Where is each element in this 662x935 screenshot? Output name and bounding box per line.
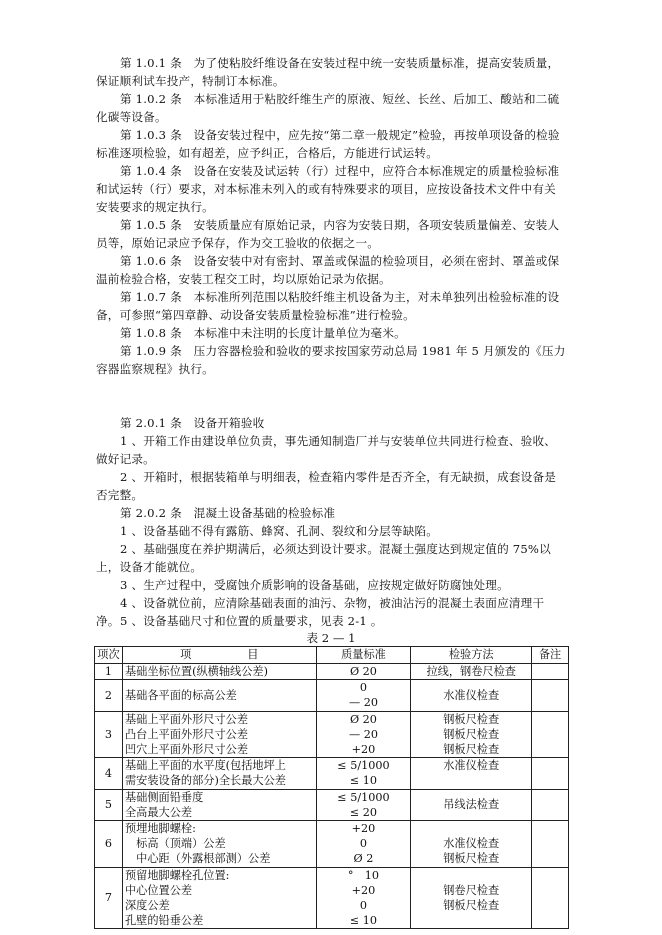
cell-item [122,680,316,711]
clause-1-0-2: 第 1.0.2 条 本标准适用于粘胶纤维生产的原液、短丝、长丝、后加工、酸站和二硫化碳等设备。 [96,92,560,124]
quality-table [94,646,569,929]
cell-note-line [534,797,566,812]
cell-method-line: 水准仪检查 [443,837,500,851]
cell-method [411,758,532,789]
cell-no [95,867,123,929]
cell-standard [316,664,411,680]
cell-no [95,821,123,868]
cell-standard-line: 0 [359,837,367,851]
cell-item [122,711,316,758]
cell-standard [316,680,411,711]
cell-no-line: 3 [104,727,113,741]
cell-method [411,664,532,680]
cell-no [95,789,123,820]
cell-standard-line: +20 [351,822,376,836]
clause-2-0-2-item-4: 4 、设备就位前，应清除基础表面的油污、杂物，被油沾污的混凝土表面应清理干净。 [96,596,545,628]
cell-no [95,664,123,680]
header-note: 备注 [532,647,569,664]
header-method: 检验方法 [411,647,532,664]
cell-note-line [534,664,566,679]
cell-method-line: 钢卷尺检查 [443,883,500,897]
cell-method-line: 钢板尺检查 [443,727,500,741]
cell-no-line: 5 [104,798,113,812]
cell-item [122,789,316,820]
cell-item-line: 基础上平面的水平度(包括地坪上 [124,759,286,773]
cell-standard-line: ≤ 5/1000 [337,759,390,773]
cell-item-line: 凸台上平面外形尺寸公差 [124,727,249,741]
cell-item [122,821,316,868]
cell-standard-line: — 20 [348,696,378,710]
cell-item [122,758,316,789]
table-row [95,711,569,758]
cell-method-line [413,773,529,788]
cell-no-line: 7 [104,891,113,905]
cell-item-line: 基础坐标位置(纵横轴线公差) [124,665,268,678]
cell-item [122,664,316,680]
cell-no [95,711,123,758]
table-row [95,664,569,680]
cell-note [532,867,569,929]
clause-2-0-1-title: 第 2.0.1 条 设备开箱验收 [120,416,265,430]
cell-standard-line: Ø 20 [349,665,377,678]
cell-item-line: 基础上平面外形尺寸公差 [124,712,249,726]
header-item: 项 目 [122,647,316,664]
cell-note-line [534,766,566,781]
cell-standard-line: ≤ 5/1000 [337,790,390,804]
cell-item-line: 中心位置公差 [124,883,193,897]
cell-method [411,821,532,868]
cell-item-line: 标高（顶端）公差 [124,837,226,851]
cell-item-line: 深度公差 [124,899,170,913]
clause-1-0-3: 第 1.0.3 条 设备安装过程中，应先按“第二章一般规定”检验，再按单项设备的检验标准逐项检验，如有超差，应予纠正，合格后，方能进行试运转。 [96,128,560,160]
cell-item-line: 预埋地脚螺栓: [124,822,196,836]
cell-standard-line: Ø 2 [353,852,374,866]
cell-item-line: 全高最大公差 [124,805,193,819]
cell-no-line: 2 [104,688,113,702]
cell-standard-line: 0 [359,681,367,695]
cell-item-line: 预留地脚螺栓孔位置: [124,868,230,882]
cell-no [95,680,123,711]
cell-method-line: 钢板尺检查 [443,712,500,726]
cell-note [532,758,569,789]
cell-method-line: 钢板尺检查 [443,899,500,913]
table-row [95,758,569,789]
cell-standard-line: — 20 [348,727,378,741]
clause-1-0-1: 第 1.0.1 条 为了使粘胶纤维设备在安装过程中统一安装质量标准，提高安装质量，保证顺利试车投产，特制订本标准。 [96,56,560,88]
cell-standard-line: +20 [351,883,376,897]
clause-2-0-2-item-2: 2 、基础强度在养护期满后，必须达到设计要求。混凝土强度达到规定值的 75%以上，设备才能就位。 [96,542,551,574]
cell-note [532,680,569,711]
cell-method-line: 拉线，钢卷尺检查 [426,665,516,678]
table-caption: 表 2 — 1 [306,631,356,645]
cell-method [411,867,532,929]
cell-note [532,821,569,868]
cell-no-line: 4 [104,766,113,780]
clause-2-0-1-item-1: 1 、开箱工作由建设单位负责，事先通知制造厂并与安装单位共同进行检查、验收、做好记录。 [96,434,557,466]
cell-standard-line: ≤ 10 [349,774,378,788]
cell-note-line [534,890,566,905]
cell-standard-line: ≤ 20 [349,805,378,819]
cell-standard-line: ≤ 10 [349,914,378,928]
cell-standard [316,789,411,820]
cell-standard [316,867,411,929]
cell-item-line: 基础各平面的标高公差 [124,688,237,702]
cell-item-line: 中心距（外露根部测）公差 [124,852,271,866]
clause-2-0-1-item-2: 2 、开箱时，根据装箱单与明细表，检查箱内零件是否齐全，有无缺损，成套设备是否完整。 [96,470,557,502]
table-row [95,789,569,820]
cell-standard-line: ° 10 [347,868,379,882]
clause-1-0-8: 第 1.0.8 条 本标准中未注明的长度计量单位为毫米。 [120,326,406,340]
cell-no [95,758,123,789]
cell-standard [316,821,411,868]
cell-item [122,867,316,929]
cell-method-line: 水准仪检查 [443,759,500,773]
cell-item-line: 需安装设备的部分)全长最大公差 [124,774,286,788]
cell-method [411,789,532,820]
cell-standard-line: 0 [359,899,367,913]
cell-item-line: 基础侧面铅垂度 [124,790,204,804]
cell-method-line: 水准仪检查 [443,688,500,702]
clause-1-0-4: 第 1.0.4 条 设备在安装及试运转（行）过程中，应符合本标准规定的质量检验标准和试运转（行）要求，对本标准未列入的或有特殊要求的项目，应按设备技术文件中有关安装要求的规定执行。 [96,164,560,214]
cell-standard [316,711,411,758]
clause-1-0-6: 第 1.0.6 条 设备安装中对有密封、罩盖或保温的检验项目，必须在密封、罩盖或保温前检验合格，安装工程交工时，均以原始记录为依据。 [96,254,560,286]
header-standard: 质量标准 [316,647,411,664]
cell-method-line: 吊线法检查 [443,798,500,812]
cell-no-line: 6 [104,837,113,851]
cell-method-line [413,868,529,883]
clause-2-0-2-title: 第 2.0.2 条 混凝土设备基础的检验标准 [120,506,336,520]
cell-note-line [534,727,566,742]
cell-method-line [413,821,529,836]
cell-no-line: 1 [104,665,113,678]
cell-method [411,680,532,711]
clause-2-0-2-item-1: 1 、设备基础不得有露筋、蜂窝、孔洞、裂纹和分层等缺陷。 [120,524,439,538]
clause-1-0-9: 第 1.0.9 条 压力容器检验和验收的要求按国家劳动总局 1981 年 5 月颁发的《压力容器监察规程》执行。 [96,344,566,376]
cell-method [411,711,532,758]
cell-method-line: 钢板尺检查 [443,743,500,757]
cell-method-line [413,913,529,928]
cell-standard-line: Ø 20 [349,712,377,726]
cell-note-line [534,688,566,703]
cell-note [532,789,569,820]
cell-item-line: 孔壁的铅垂公差 [124,914,204,928]
cell-note [532,664,569,680]
clause-2-0-2-item-3: 3 、生产过程中，受腐蚀介质影响的设备基础，应按规定做好防腐蚀处理。 [120,578,509,592]
table-row [95,680,569,711]
clause-2-0-2-item-5: 5 、设备基础尺寸和位置的质量要求，见表 2-1 。 [120,614,383,628]
cell-item-line: 凹穴上平面外形尺寸公差 [124,743,249,757]
cell-standard [316,758,411,789]
cell-note [532,711,569,758]
cell-note-line [534,836,566,851]
clause-1-0-5: 第 1.0.5 条 安装质量应有原始记录，内容为安装日期，各项安装质量偏差、安装人员等，原始记录应予保存，作为交工验收的依据之一。 [96,218,560,250]
clause-1-0-7: 第 1.0.7 条 本标准所列范围以粘胶纤维主机设备为主，对未单独列出检验标准的设备，可参照“第四章静、动设备安装质量检验标准”进行检验。 [96,290,560,322]
table-row [95,821,569,868]
table-row [95,867,569,929]
table-header-row [95,647,569,664]
header-no: 项次 [95,647,123,664]
cell-standard-line: +20 [351,743,376,757]
cell-method-line: 钢板尺检查 [443,852,500,866]
